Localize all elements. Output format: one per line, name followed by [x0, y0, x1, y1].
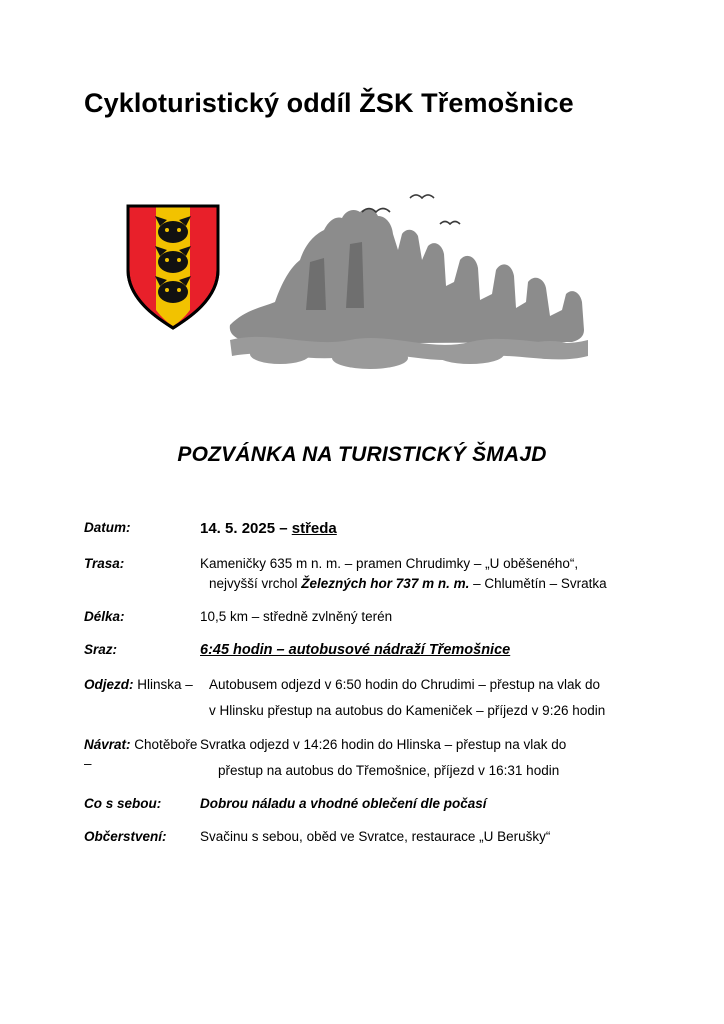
row-label-continuation: Chotěboře –	[84, 736, 198, 772]
table-row	[84, 827, 664, 847]
row-label-continuation: Hlinska –	[137, 677, 193, 692]
row-value	[200, 640, 664, 662]
return-line-2: přestup na autobus do Třemošnice, příjezd v 16:31 hodin	[218, 762, 560, 778]
shield-icon	[128, 206, 218, 328]
row-label	[84, 735, 200, 774]
row-label	[84, 640, 200, 660]
row-label-text: Co s sebou:	[84, 796, 162, 811]
departure-line-2: v Hlinsku přestup na autobus do Kameniček – příjezd v 9:26 hodin	[209, 703, 606, 719]
meeting-value: 6:45 hodin – autobusové nádraží Třemošnice	[200, 642, 511, 659]
refreshment-value: Svačinu s sebou, oběd ve Svratce, restaurace „U Berušky“	[200, 829, 551, 845]
row-value	[200, 675, 664, 722]
row-value	[200, 554, 664, 595]
date-value: 14. 5. 2025 –	[200, 520, 292, 537]
row-label-text: Návrat:	[84, 736, 131, 752]
table-row	[84, 554, 664, 595]
table-row	[84, 607, 664, 627]
row-label	[84, 675, 200, 695]
row-label-text: Sraz:	[84, 642, 118, 658]
table-row	[84, 794, 664, 814]
page-title: Cykloturistický oddíl ŽSK Třemošnice	[84, 88, 574, 118]
row-label	[84, 554, 200, 574]
route-line-1: Kameničky 635 m n. m. – pramen Chrudimky – „U oběšeného“,	[200, 555, 579, 571]
bring-value: Dobrou náladu a vhodné oblečení dle počasí	[200, 796, 487, 811]
table-row	[84, 640, 664, 662]
row-value	[200, 794, 664, 814]
return-line-1: Svratka odjezd v 14:26 hodin do Hlinska – přestup na vlak do	[200, 736, 567, 752]
row-label-text: Datum:	[84, 520, 131, 535]
row-label-text: Odjezd:	[84, 677, 134, 692]
row-label-text: Délka:	[84, 609, 125, 624]
table-row	[84, 735, 664, 782]
row-label-text: Občerstvení:	[84, 829, 167, 845]
row-value	[200, 607, 664, 627]
row-value	[200, 827, 664, 847]
row-label	[84, 794, 200, 814]
table-row	[84, 675, 664, 722]
invitation-subtitle: POZVÁNKA NA TURISTICKÝ ŠMAJD	[177, 443, 547, 466]
distance-value: 10,5 km – středně zvlněný terén	[200, 609, 393, 624]
row-label	[84, 607, 200, 627]
row-label	[84, 827, 200, 847]
route-highlight: Železných hor 737 m n. m.	[301, 575, 470, 591]
departure-line-1: Autobusem odjezd v 6:50 hodin do Chrudimi – přestup na vlak do	[209, 677, 600, 692]
club-logo-illustration	[110, 190, 610, 380]
date-weekday: středa	[291, 520, 337, 537]
castle-ruin-icon	[230, 209, 584, 344]
trip-details-table	[84, 518, 664, 861]
row-label	[84, 518, 200, 538]
route-line-2-b: – Chlumětín – Svratka	[469, 575, 607, 591]
row-label-text: Trasa:	[84, 555, 125, 571]
row-value	[200, 518, 664, 541]
rubble-foreground	[230, 337, 588, 369]
route-line-2	[200, 574, 664, 594]
logo-svg	[110, 190, 610, 380]
table-row	[84, 518, 664, 541]
route-line-2-a: nejvyšší vrchol	[209, 575, 302, 591]
row-value	[200, 735, 664, 782]
